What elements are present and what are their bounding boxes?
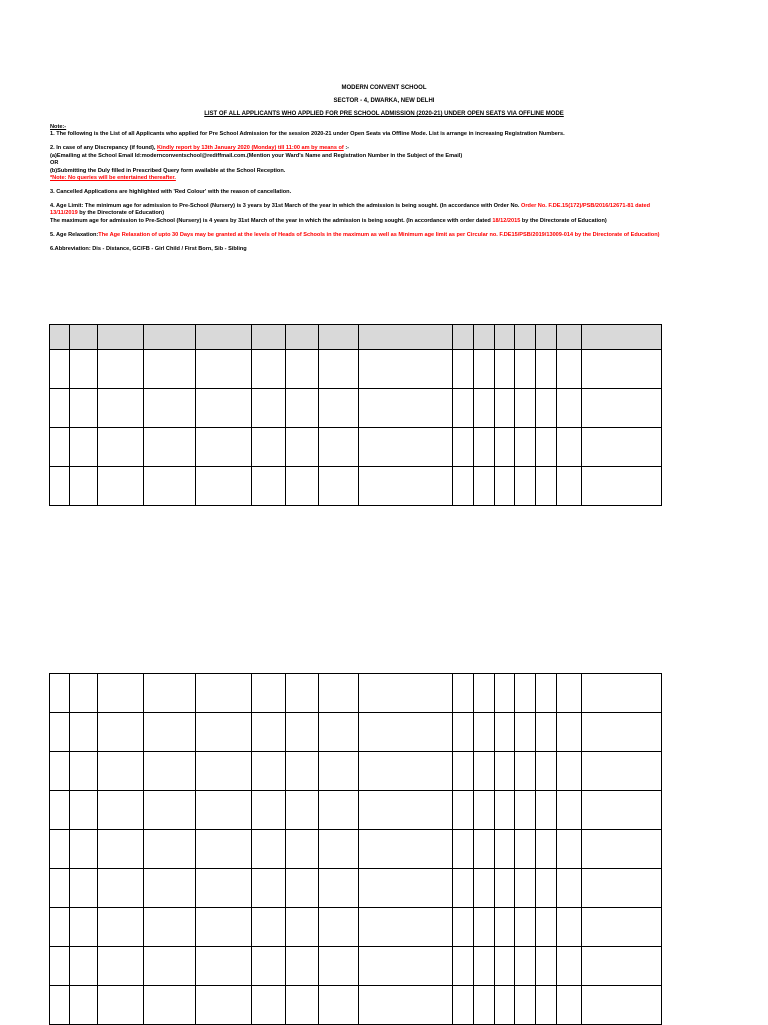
notes-section bbox=[50, 124, 670, 253]
table-cell bbox=[557, 674, 582, 713]
table-cell bbox=[474, 869, 495, 908]
table-cell bbox=[474, 428, 495, 467]
table-cell bbox=[557, 752, 582, 791]
table-cell bbox=[50, 713, 70, 752]
header-cell bbox=[70, 325, 98, 350]
note-4-max: The maximum age for admission to Pre-School (Nursery) is 4 years by 31st March of the year in which the admission is being sought. (In accordance with order dated 18/12/2015 by the Directorate of Education) bbox=[50, 217, 607, 224]
table-cell bbox=[557, 428, 582, 467]
table-row bbox=[50, 428, 662, 467]
table-cell bbox=[582, 791, 662, 830]
table-cell bbox=[515, 350, 536, 389]
table-cell bbox=[50, 674, 70, 713]
table-cell bbox=[70, 752, 98, 791]
table-cell bbox=[319, 467, 359, 506]
note-2b: (b)Submitting the Duly filled in Prescribed Query form available at the School Reception. bbox=[50, 167, 286, 174]
header-cell bbox=[50, 325, 70, 350]
table-cell bbox=[286, 674, 319, 713]
table-cell bbox=[453, 947, 474, 986]
table-cell bbox=[474, 908, 495, 947]
table-cell bbox=[98, 830, 144, 869]
table-cell bbox=[196, 389, 252, 428]
table-cell bbox=[453, 467, 474, 506]
table-cell bbox=[144, 791, 196, 830]
table-cell bbox=[144, 869, 196, 908]
table-cell bbox=[474, 830, 495, 869]
applicants-table-2 bbox=[49, 673, 662, 1025]
table-cell bbox=[495, 752, 515, 791]
table-cell bbox=[557, 713, 582, 752]
table-cell bbox=[474, 350, 495, 389]
table-row bbox=[50, 674, 662, 713]
table-cell bbox=[286, 947, 319, 986]
table-cell bbox=[252, 389, 286, 428]
table-cell bbox=[582, 467, 662, 506]
table-cell bbox=[453, 752, 474, 791]
table-cell bbox=[515, 869, 536, 908]
table-cell bbox=[515, 713, 536, 752]
table-cell bbox=[582, 908, 662, 947]
table-cell bbox=[196, 791, 252, 830]
table-cell bbox=[453, 791, 474, 830]
table-cell bbox=[453, 674, 474, 713]
table-cell bbox=[557, 467, 582, 506]
table-cell bbox=[70, 428, 98, 467]
table-cell bbox=[70, 830, 98, 869]
table-cell bbox=[286, 467, 319, 506]
table-cell bbox=[70, 791, 98, 830]
table-cell bbox=[252, 908, 286, 947]
table-cell bbox=[453, 713, 474, 752]
note-5-relaxation: The Age Relaxation of upto 30 Days may be granted at the levels of Heads of Schools in the maximum as well as Minimum age limit as per Circular no. F.DE15/PSB/2019/13009-014 by the Directorate of Education) bbox=[98, 231, 660, 238]
table-cell bbox=[515, 467, 536, 506]
table-cell bbox=[557, 791, 582, 830]
note-1: 1. The following is the List of all Applicants who applied for Pre School Admission for the session 2020-21 under Open Seats via Offline Mode. List is arrange in increasing Registration Numbers. bbox=[50, 131, 565, 138]
table-cell bbox=[557, 830, 582, 869]
note-4: 4. Age Limit: The minimum age for admission to Pre-School (Nursery) is 3 years by 31st March of the year in which the admission is being sought. (In accordance with Order No. Order No. F.DE.15(172)/PSB/2016/12671-81 dated 13/11/2019 by the Directorate of Education) bbox=[50, 203, 651, 217]
table-cell bbox=[196, 986, 252, 1025]
table-cell bbox=[495, 467, 515, 506]
table-cell bbox=[359, 791, 453, 830]
table-cell bbox=[536, 947, 557, 986]
table-row bbox=[50, 752, 662, 791]
table-cell bbox=[515, 389, 536, 428]
table-cell bbox=[70, 947, 98, 986]
table-cell bbox=[582, 752, 662, 791]
table-row bbox=[50, 389, 662, 428]
table-cell bbox=[196, 869, 252, 908]
table-cell bbox=[582, 389, 662, 428]
table-row bbox=[50, 713, 662, 752]
table-cell bbox=[286, 713, 319, 752]
header-cell bbox=[252, 325, 286, 350]
table-cell bbox=[196, 947, 252, 986]
note-2-warning: *Note: No queries will be entertained thereafter. bbox=[50, 175, 176, 182]
table-cell bbox=[582, 947, 662, 986]
table-cell bbox=[495, 869, 515, 908]
table-cell bbox=[536, 389, 557, 428]
table-cell bbox=[319, 389, 359, 428]
table-cell bbox=[319, 428, 359, 467]
table-cell bbox=[536, 908, 557, 947]
table-cell bbox=[286, 752, 319, 791]
table-cell bbox=[50, 389, 70, 428]
table-cell bbox=[474, 986, 495, 1025]
table-cell bbox=[515, 908, 536, 947]
table-cell bbox=[98, 908, 144, 947]
table-cell bbox=[196, 467, 252, 506]
table-cell bbox=[495, 350, 515, 389]
table-cell bbox=[319, 713, 359, 752]
header-cell bbox=[495, 325, 515, 350]
table-cell bbox=[144, 830, 196, 869]
table-cell bbox=[359, 350, 453, 389]
table-cell bbox=[286, 428, 319, 467]
table-cell bbox=[495, 908, 515, 947]
header-cell bbox=[515, 325, 536, 350]
table-row bbox=[50, 350, 662, 389]
table-cell bbox=[252, 830, 286, 869]
table-cell bbox=[557, 869, 582, 908]
table-cell bbox=[144, 389, 196, 428]
header-cell bbox=[557, 325, 582, 350]
table-cell bbox=[582, 428, 662, 467]
header-cell bbox=[536, 325, 557, 350]
table-cell bbox=[474, 752, 495, 791]
table-cell bbox=[50, 908, 70, 947]
table-cell bbox=[536, 791, 557, 830]
table-cell bbox=[319, 869, 359, 908]
table-cell bbox=[453, 908, 474, 947]
table-cell bbox=[474, 674, 495, 713]
table-cell bbox=[252, 350, 286, 389]
table-cell bbox=[359, 947, 453, 986]
table-cell bbox=[144, 986, 196, 1025]
table-cell bbox=[582, 674, 662, 713]
note-4-date: 18/12/2015 bbox=[492, 217, 521, 224]
table-cell bbox=[196, 350, 252, 389]
table-cell bbox=[319, 908, 359, 947]
table-cell bbox=[557, 986, 582, 1025]
table-cell bbox=[495, 389, 515, 428]
table-cell bbox=[536, 467, 557, 506]
table-cell bbox=[70, 467, 98, 506]
table-cell bbox=[582, 830, 662, 869]
table-cell bbox=[196, 908, 252, 947]
table-cell bbox=[144, 428, 196, 467]
table-cell bbox=[515, 986, 536, 1025]
table-cell bbox=[582, 713, 662, 752]
table-cell bbox=[582, 986, 662, 1025]
table-cell bbox=[319, 752, 359, 791]
table-cell bbox=[98, 713, 144, 752]
table-cell bbox=[359, 752, 453, 791]
table-cell bbox=[474, 947, 495, 986]
table-cell bbox=[319, 986, 359, 1025]
note-2: 2. In case of any Discrepancy (if found), Kindly report by 13th January 2020 (Monday) till 11:00 am by means of :- bbox=[50, 145, 350, 152]
table-cell bbox=[536, 674, 557, 713]
header-cell bbox=[582, 325, 662, 350]
table-cell bbox=[536, 830, 557, 869]
table-cell bbox=[495, 947, 515, 986]
table-cell bbox=[453, 428, 474, 467]
table-cell bbox=[144, 908, 196, 947]
note-6: 6.Abbreviation: Dis - Distance, GC/FB - Girl Child / First Born, Sib - Sibling bbox=[50, 245, 247, 252]
table-cell bbox=[50, 467, 70, 506]
note-5: 5. Age Relaxation:The Age Relaxation of upto 30 Days may be granted at the levels of Heads of Schools in the maximum as well as Minimum age limit as per Circular no. F.DE15/PSB/2019/13009-014 by the Directorate of Education) bbox=[50, 231, 660, 238]
table-cell bbox=[359, 830, 453, 869]
table-row bbox=[50, 869, 662, 908]
header-cell bbox=[286, 325, 319, 350]
table-cell bbox=[495, 713, 515, 752]
table-cell bbox=[50, 428, 70, 467]
table-cell bbox=[286, 869, 319, 908]
note-3: 3. Cancelled Applications are highlighted with 'Red Colour' with the reason of cancellation. bbox=[50, 189, 292, 196]
notes-label: Note:- bbox=[50, 124, 67, 130]
header-cell bbox=[474, 325, 495, 350]
table-cell bbox=[144, 350, 196, 389]
table-cell bbox=[474, 389, 495, 428]
table-cell bbox=[252, 947, 286, 986]
table-cell bbox=[70, 713, 98, 752]
table-cell bbox=[286, 389, 319, 428]
table-cell bbox=[536, 428, 557, 467]
table-cell bbox=[252, 467, 286, 506]
header-cell bbox=[98, 325, 144, 350]
table-cell bbox=[495, 428, 515, 467]
table-cell bbox=[359, 428, 453, 467]
table-cell bbox=[536, 752, 557, 791]
table-cell bbox=[252, 428, 286, 467]
table-cell bbox=[495, 986, 515, 1025]
table-cell bbox=[196, 752, 252, 791]
table-cell bbox=[252, 986, 286, 1025]
table-cell bbox=[453, 830, 474, 869]
table-cell bbox=[144, 713, 196, 752]
table-cell bbox=[98, 350, 144, 389]
note-2-or: OR bbox=[50, 160, 59, 167]
table-cell bbox=[557, 389, 582, 428]
table-cell bbox=[252, 791, 286, 830]
table-cell bbox=[582, 350, 662, 389]
table-cell bbox=[50, 986, 70, 1025]
table-cell bbox=[359, 467, 453, 506]
table-cell bbox=[582, 869, 662, 908]
table-cell bbox=[319, 350, 359, 389]
table-cell bbox=[515, 947, 536, 986]
table-cell bbox=[557, 908, 582, 947]
header-cell bbox=[319, 325, 359, 350]
table-cell bbox=[453, 986, 474, 1025]
table-cell bbox=[557, 947, 582, 986]
table-cell bbox=[252, 752, 286, 791]
table-cell bbox=[286, 830, 319, 869]
table-cell bbox=[474, 791, 495, 830]
table-row bbox=[50, 791, 662, 830]
table-cell bbox=[286, 986, 319, 1025]
table-cell bbox=[536, 713, 557, 752]
table-cell bbox=[286, 908, 319, 947]
table-cell bbox=[144, 752, 196, 791]
table-cell bbox=[252, 674, 286, 713]
table-row bbox=[50, 986, 662, 1025]
table-cell bbox=[144, 947, 196, 986]
table-cell bbox=[495, 830, 515, 869]
table-cell bbox=[70, 869, 98, 908]
table-cell bbox=[515, 791, 536, 830]
table-cell bbox=[196, 830, 252, 869]
header-cell bbox=[359, 325, 453, 350]
table-cell bbox=[359, 869, 453, 908]
table-cell bbox=[70, 389, 98, 428]
table-cell bbox=[515, 674, 536, 713]
table-cell bbox=[98, 791, 144, 830]
table-row bbox=[50, 467, 662, 506]
table-cell bbox=[98, 947, 144, 986]
table-cell bbox=[50, 752, 70, 791]
header-cell bbox=[196, 325, 252, 350]
table-cell bbox=[515, 830, 536, 869]
table-cell bbox=[98, 389, 144, 428]
school-address: SECTOR - 4, DWARKA, NEW DELHI bbox=[333, 98, 435, 104]
table-cell bbox=[319, 791, 359, 830]
table-cell bbox=[453, 350, 474, 389]
table-cell bbox=[515, 428, 536, 467]
table-cell bbox=[50, 830, 70, 869]
table-cell bbox=[144, 674, 196, 713]
table-cell bbox=[98, 869, 144, 908]
table-cell bbox=[359, 986, 453, 1025]
table-cell bbox=[359, 908, 453, 947]
table-cell bbox=[495, 674, 515, 713]
table-cell bbox=[453, 389, 474, 428]
table-cell bbox=[144, 467, 196, 506]
table-cell bbox=[196, 428, 252, 467]
table-cell bbox=[286, 791, 319, 830]
table-cell bbox=[50, 869, 70, 908]
table-cell bbox=[536, 986, 557, 1025]
table-row bbox=[50, 908, 662, 947]
note-4-order: Order No. F.DE.15(172)/PSB/2016/12671-81 dated 13/11/2019 bbox=[50, 203, 651, 217]
table-cell bbox=[98, 428, 144, 467]
table-cell bbox=[50, 947, 70, 986]
table-cell bbox=[98, 467, 144, 506]
table-cell bbox=[536, 869, 557, 908]
table-cell bbox=[474, 713, 495, 752]
table-cell bbox=[196, 713, 252, 752]
table-cell bbox=[98, 674, 144, 713]
note-2-deadline: Kindly report by 13th January 2020 (Monday) till 11:00 am by means of bbox=[156, 145, 344, 152]
table-cell bbox=[474, 467, 495, 506]
header-cell bbox=[144, 325, 196, 350]
table-row bbox=[50, 947, 662, 986]
table-cell bbox=[252, 713, 286, 752]
table-cell bbox=[359, 674, 453, 713]
table-header-row bbox=[50, 325, 662, 350]
table-cell bbox=[252, 869, 286, 908]
header-cell bbox=[453, 325, 474, 350]
table-row bbox=[50, 830, 662, 869]
table-cell bbox=[453, 869, 474, 908]
table-cell bbox=[70, 986, 98, 1025]
table-cell bbox=[98, 986, 144, 1025]
table-cell bbox=[319, 830, 359, 869]
table-cell bbox=[286, 350, 319, 389]
table-cell bbox=[70, 674, 98, 713]
applicants-table-1 bbox=[49, 324, 662, 506]
table-cell bbox=[50, 791, 70, 830]
table-cell bbox=[98, 752, 144, 791]
table-cell bbox=[319, 947, 359, 986]
table-cell bbox=[515, 752, 536, 791]
table-cell bbox=[557, 350, 582, 389]
table-cell bbox=[319, 674, 359, 713]
table-cell bbox=[536, 350, 557, 389]
table-cell bbox=[70, 908, 98, 947]
table-cell bbox=[70, 350, 98, 389]
note-2a: (a)Emailing at the School Email Id:modernconventschool@rediffmail.com.(Mention your Ward's Name and Registration Number in the Subject of the Email) bbox=[50, 152, 463, 159]
list-title: LIST OF ALL APPLICANTS WHO APPLIED FOR PRE SCHOOL ADMISSION (2020-21) UNDER OPEN SEATS VIA OFFLINE MODE bbox=[204, 111, 564, 117]
table-cell bbox=[359, 713, 453, 752]
table-cell bbox=[359, 389, 453, 428]
school-name: MODERN CONVENT SCHOOL bbox=[341, 85, 427, 91]
table-cell bbox=[196, 674, 252, 713]
table-cell bbox=[50, 350, 70, 389]
table-cell bbox=[495, 791, 515, 830]
